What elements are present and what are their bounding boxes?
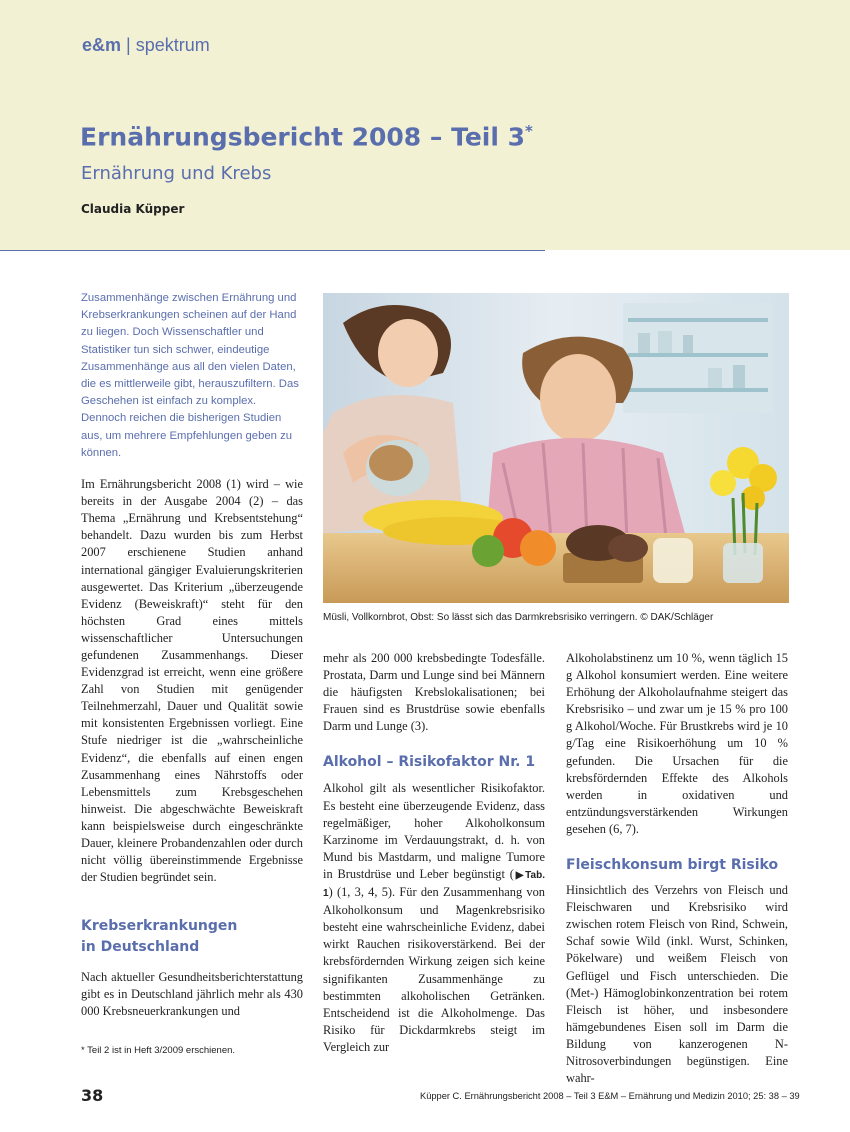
header-rule — [0, 250, 545, 251]
column-2 — [323, 650, 545, 1056]
body-paragraph: Hinsichtlich des Verzehrs von Fleisch und Fleischwaren und Krebsrisiko wird zwischen rotem Fleisch von Rind, Schwein, Schaf sowie Wild (inkl. Wurst, Schinken, Pökelware) und weißem Fleisch von Geflügel und Fisch unterschieden. Die (Met-) Hämoglobinkonzentration bei rotem Fleisch ist höher, und insbesondere hämgebundenes Eisen soll im Darm die Bildung von kanzerogenen N-Nitrosoverbindungen begünstigen. Eine wahr- — [566, 883, 788, 1086]
article-title-text: Ernährungsbericht 2008 – Teil 3 — [80, 122, 526, 152]
table-reference-link[interactable]: ▶Tab. 1 — [323, 869, 545, 900]
body-paragraph: mehr als 200 000 krebsbedingte Todesfälle. Prostata, Darm und Lunge sind bei Männern die häufigsten Krebslokalisationen; bei Frauen sind es Brustdrüse sowie ebenfalls Darm und Lunge (3). — [323, 651, 545, 734]
body-paragraph: Alkoholabstinenz um 10 %, wenn täglich 15 g Alkohol konsumiert werden. Eine weitere Erhöhung der Alkoholaufnahme steigert das Krebsrisiko – und zwar um je 15 % pro 100 g Alkohol/Woche. Für Brustkrebs wird je 10 g/Tag eine Risikoerhöhung um 10 % gefunden. Die Ursachen für die krebsfördernden Effekte des Alkohols werden in oxidativen und entzündungsverstärkenden Wirkungen gesehen (6, 7). — [566, 651, 788, 836]
body-paragraph: Im Ernährungsbericht 2008 (1) wird – wie bereits in der Ausgabe 2004 (2) – das Thema „Ernährung und Krebsentstehung“ behandelt. Dazu wurden bis zum Herbst 2007 erschienene Studien anhand international gängiger Evaluierungskriterien ausgewertet. Das Kriterium „überzeugende Evidenz (Beweiskraft)“ steht für den höchsten Grad eines mittels wissenschaftlicher Untersuchungen gefundenen Zusammenhangs. Dieser Evidenzgrad ist erreicht, wenn eine größere Zahl von Studien mit genügender Teilnehmerzahl, Dauer und Qualität sowie mit konsistenten Ergebnissen vorliegt. Eine Stufe niedriger ist die „wahrscheinliche Evidenz“, die ebenfalls auf einen engen Zusammenhang eines Nährstoffs oder Lebensmittels zum Krebsgeschehen hinweist. Die abgeschwächte Beweiskraft kann beispielsweise durch eingeschränkte Dauer, kleinere Probandenzahlen oder durch nicht völlig übereinstimmende Ergebnisse der Studien begründet sein. — [81, 477, 303, 885]
body-paragraph: Nach aktueller Gesundheitsberichterstattung gibt es in Deutschland jährlich mehr als 430 000 Krebsneuerkrankungen und — [81, 970, 303, 1019]
intro-abstract: Zusammenhänge zwischen Ernährung und Krebserkrankungen scheinen auf der Hand zu liegen. Doch Wissenschaftler und Statistiker tun sich schwer, eindeutige Zusammenhänge aus all den vielen Daten, die es mittlerweile gibt, herauszufiltern. Das Geschehen ist einfach zu komplex. Dennoch reichen die bisherigen Studien aus, um mehrere Empfehlungen geben zu können. — [81, 292, 299, 459]
section-heading-alkohol: Alkohol – Risikofaktor Nr. 1 — [323, 754, 536, 771]
brand-separator: | — [126, 35, 131, 55]
brand-name: e&m — [82, 35, 122, 55]
brand-section: spektrum — [135, 35, 210, 55]
header-band — [0, 0, 850, 250]
section-heading-fleischkonsum: Fleischkonsum birgt Risiko — [566, 857, 779, 874]
page-number: 38 — [81, 1086, 104, 1105]
body-text: ) (1, 3, 4, 5). Für den Zusammenhang von Alkoholkonsum und Magenkrebsrisiko besteht eine wahrscheinliche Evidenz, dabei wirkt Rauchen risikoverstärkend. Bei der krebsfördernden Wirkung zeigen sich keine signifikanten Zusammenhänge zu bestimmten alkoholischen Getränken. Entscheidend ist die Alkoholmenge. Das Risiko für Dickdarmkrebs steigt im Vergleich zur — [323, 885, 545, 1054]
article-photo — [323, 293, 789, 603]
heading-line: in Deutschland — [81, 939, 200, 956]
body-text: Alkohol gilt als wesentlicher Risikofaktor. Es besteht eine überzeugende Evidenz, dass regelmäßiger, hoher Alkoholkonsum Karzinome im Verdauungstrakt, d. h. von Mund bis Mastdarm, und maligne Tumore in Brustdrüse und Leber begünstigt ( — [323, 781, 545, 881]
article-subtitle: Ernährung und Krebs — [81, 163, 272, 184]
column-1 — [81, 290, 303, 1021]
journal-brand — [82, 35, 210, 56]
footnote: * Teil 2 ist in Heft 3/2009 erschienen. — [81, 1045, 236, 1056]
title-footnote-mark: * — [525, 122, 533, 140]
heading-line: Krebserkrankungen — [81, 918, 238, 935]
article-author: Claudia Küpper — [81, 202, 185, 216]
article-title — [80, 122, 533, 151]
body-paragraph — [323, 780, 545, 1056]
column-3 — [566, 650, 788, 1087]
section-heading-krebserkrankungen — [81, 916, 303, 958]
photo-illustration — [323, 293, 789, 603]
figure-caption: Müsli, Vollkornbrot, Obst: So lässt sich das Darmkrebsrisiko verringern. © DAK/Schläger — [323, 612, 714, 623]
running-footer: Küpper C. Ernährungsbericht 2008 – Teil 3 E&M – Ernährung und Medizin 2010; 25: 38 – 39 — [420, 1091, 800, 1101]
